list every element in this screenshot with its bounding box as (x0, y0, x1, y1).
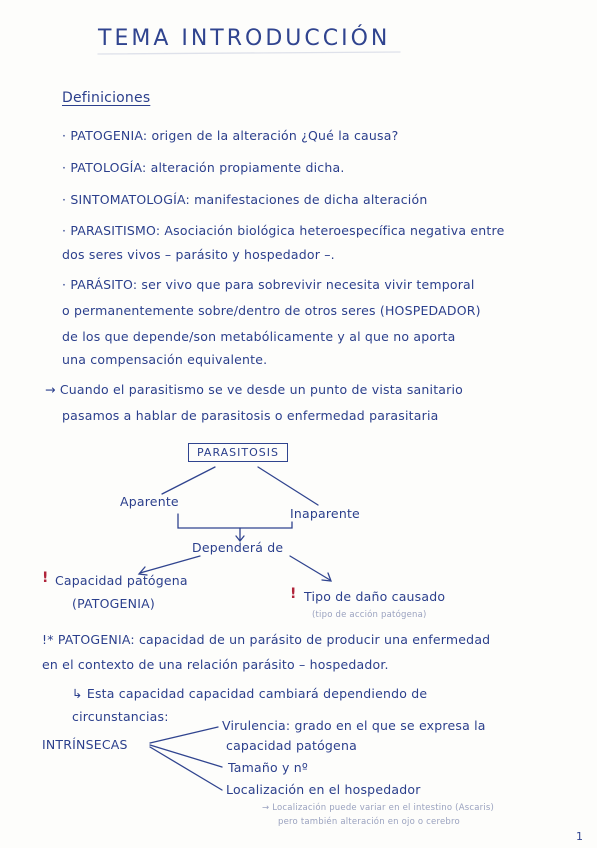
intrinsecas-note1: → Localización puede variar en el intestino (Ascaris) (262, 803, 495, 813)
branch-left-line (162, 467, 215, 494)
intrinsecas-label: INTRÍNSECAS (42, 737, 128, 752)
def-parasito-cont3: una compensación equivalente. (62, 352, 268, 367)
arrow-note-line2: pasamos a hablar de parasitosis o enfermedad parasitaria (62, 408, 439, 423)
fan-tamano (150, 745, 222, 767)
diagram-patogenia: (PATOGENIA) (72, 596, 155, 611)
def-sintomatologia: · SINTOMATOLOGÍA: manifestaciones de dicha alteración (62, 192, 428, 207)
parasitosis-box: PARASITOSIS (188, 443, 288, 462)
intrinsecas-virulencia: Virulencia: grado en el que se expresa la (222, 718, 486, 733)
page-number: 1 (576, 830, 584, 843)
branch-right-line (258, 467, 318, 505)
def-parasito: · PARÁSITO: ser vivo que para sobrevivir necesita vivir temporal (62, 277, 475, 292)
page-title: TEMA INTRODUCCIÓN (98, 26, 391, 51)
tipo-mark: ! (290, 586, 297, 602)
diagram-tipo: Tipo de daño causado (304, 589, 446, 604)
def-patologia: · PATOLOGÍA: alteración propiamente dicha. (62, 160, 345, 175)
diagram-inaparente: Inaparente (290, 506, 360, 521)
def-parasito-cont1: o permanentemente sobre/dentro de otros seres (HOSPEDADOR) (62, 303, 481, 318)
arrow-note-line1: → Cuando el parasitismo se ve desde un punto de vista sanitario (45, 382, 464, 397)
patogenia-line1: !* PATOGENIA: capacidad de un parásito de producir una enfermedad (42, 632, 491, 647)
def-parasito-cont2: de los que depende/son metabólicamente y al que no aporta (62, 329, 456, 344)
diagram-aparente: Aparente (120, 494, 179, 509)
def-parasitismo-cont: dos seres vivos – parásito y hospedador –. (62, 247, 335, 262)
diagram-depends: Dependerá de (192, 540, 284, 555)
intrinsecas-tamano: Tamaño y nº (228, 760, 308, 775)
arrow-to-capacidad (140, 556, 200, 573)
fan-virulencia (150, 727, 218, 743)
intrinsecas-localizacion: Localización en el hospedador (226, 782, 421, 797)
patogenia-line3: ↳ Esta capacidad capacidad cambiará dependiendo de (72, 686, 428, 701)
bracket-line (178, 514, 292, 528)
intrinsecas-virulencia-cont: capacidad patógena (226, 738, 357, 753)
definitions-heading: Definiciones (62, 90, 151, 106)
patogenia-line4: circunstancias: (72, 709, 169, 724)
diagram-capacidad: Capacidad patógena (55, 573, 188, 588)
cap-mark: ! (42, 570, 49, 586)
def-parasitismo: · PARASITISMO: Asociación biológica heteroespecífica negativa entre (62, 223, 505, 238)
patogenia-line2: en el contexto de una relación parásito – hospedador. (42, 657, 389, 672)
diagram-tipo-sub: (tipo de acción patógena) (312, 610, 427, 620)
arrow-to-tipo (290, 556, 330, 580)
def-patogenia: · PATOGENIA: origen de la alteración ¿Qué la causa? (62, 128, 399, 143)
fan-localizacion (150, 747, 222, 790)
intrinsecas-note2: pero también alteración en ojo o cerebro (278, 817, 460, 827)
